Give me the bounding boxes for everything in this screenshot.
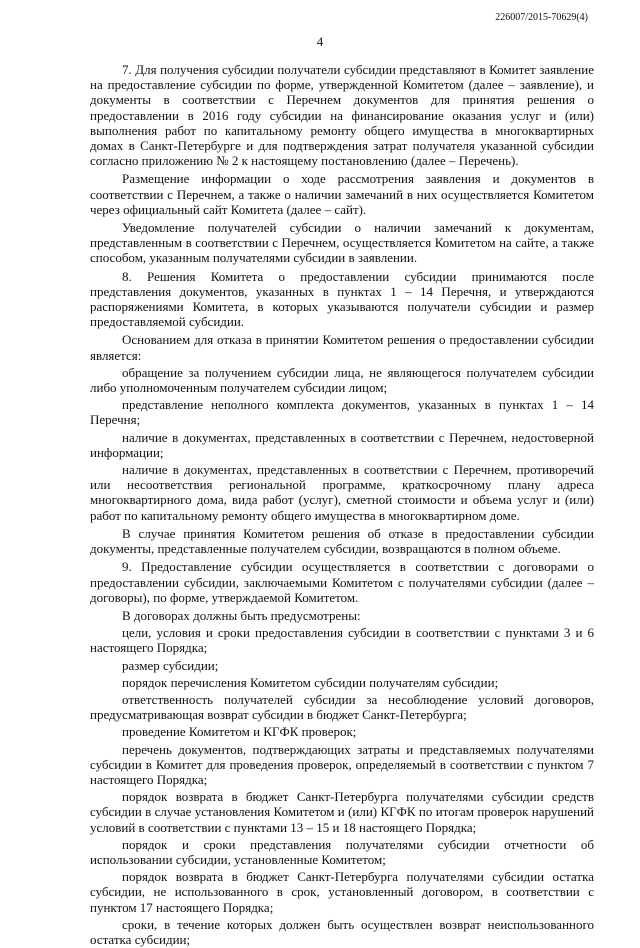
list-item-contract-6: перечень документов, подтверждающих затраты и представляемых получателями субсидии в Комитет для проведения проверок, определяемый в соответствии с пунктом 7 настоящего Порядка; xyxy=(90,741,594,787)
list-item-contract-7: порядок возврата в бюджет Санкт-Петербурга получателями субсидии средств субсидии в случае установления Комитетом и (или) КГФК по итогам проверок нарушений условий в соответствии с пунктами 13 – 15 и 18 настоящего Порядка; xyxy=(90,789,594,835)
list-item-contract-9: порядок возврата в бюджет Санкт-Петербурга получателями субсидии остатка субсидии, не использованного в срок, установленный договором, в соответствии с пунктом 17 настоящего Порядка; xyxy=(90,869,594,915)
paragraph-publication: Размещение информации о ходе рассмотрения заявления и документов в соответствии с Перечнем, а также о наличии замечаний в них осуществляется Комитетом через официальный сайт Комитета (далее – сайт). xyxy=(90,171,594,217)
list-item-refusal-3: наличие в документах, представленных в соответствии с Перечнем, недостоверной информации; xyxy=(90,429,594,460)
list-item-contract-3: порядок перечисления Комитетом субсидии получателям субсидии; xyxy=(122,674,499,690)
page-number: 4 xyxy=(316,34,324,49)
paragraph-contract-terms: В договорах должны быть предусмотрены: xyxy=(122,607,361,623)
list-item-contract-4: ответственность получателей субсидии за несоблюдение условий договоров, предусматривающая возврат субсидии в бюджет Санкт-Петербурга; xyxy=(90,691,594,723)
paragraph-8: 8. Решения Комитета о предоставлении субсидии принимаются после представления документов, указанных в пунктах 1 – 14 Перечня, и утверждаются распоряжениями Комитета, в которых указываются получатели субсидии и размер предоставляемой субсидии. xyxy=(90,268,594,330)
list-item-contract-8: порядок и сроки представления получателями субсидии отчетности об использовании субсидии, установленные Комитетом; xyxy=(90,836,594,867)
list-item-contract-2: размер субсидии; xyxy=(122,657,219,673)
document-body xyxy=(90,62,594,948)
list-item-refusal-4: наличие в документах, представленных в соответствии с Перечнем, противоречий или несоответствия региональной программе, краткосрочному плану адреса многоквартирного дома, вида работ (услуг), сметной стоимости и объема услуг и (или) работ по капитальному ремонту общего имущества в многоквартирном доме. xyxy=(90,462,594,523)
document-id: 226007/2015-70629(4) xyxy=(495,12,588,23)
paragraph-notification: Уведомление получателей субсидии о наличии замечаний к документам, представленным в соответствии с Перечнем, осуществляется Комитетом на сайте, а также способом, указанным получателями субсидии в заявлении. xyxy=(90,220,594,266)
paragraph-refusal-grounds: Основанием для отказа в принятии Комитетом решения о предоставлении субсидии является: xyxy=(90,332,594,363)
list-item-contract-10: сроки, в течение которых должен быть осуществлен возврат неиспользованного остатка субсидии; xyxy=(90,916,594,947)
list-item-contract-1: цели, условия и сроки предоставления субсидии в соответствии с пунктами 3 и 6 настоящего Порядка; xyxy=(90,625,594,656)
paragraph-9: 9. Предоставление субсидии осуществляется в соответствии с договорами о предоставлении субсидии, заключаемыми Комитетом с получателями субсидии (далее – договоры), по форме, утверждаемой Комитетом. xyxy=(90,559,594,605)
list-item-contract-5: проведение Комитетом и КГФК проверок; xyxy=(122,724,357,740)
list-item-refusal-1: обращение за получением субсидии лица, не являющегося получателем субсидии либо уполномоченным получателем субсидии лицом; xyxy=(90,364,594,396)
paragraph-7: 7. Для получения субсидии получатели субсидии представляют в Комитет заявление на предоставление субсидии по форме, утвержденной Комитетом (далее – заявление), и документы в соответствии с Перечнем документов для принятия решения о предоставлении в 2016 году субсидии на финансирование оказания услуг и (или) выполнения работ по капитальному ремонту общего имущества в многоквартирных домах в Санкт-Петербурге и для подтверждения затрат получателя указанной субсидии согласно приложению № 2 к настоящему постановлению (далее – Перечень). xyxy=(90,62,594,169)
list-item-refusal-2: представление неполного комплекта документов, указанных в пунктах 1 – 14 Перечня; xyxy=(90,397,594,428)
paragraph-refusal-return: В случае принятия Комитетом решения об отказе в предоставлении субсидии документы, представленные получателем субсидии, возвращаются в полном объеме. xyxy=(90,525,594,557)
